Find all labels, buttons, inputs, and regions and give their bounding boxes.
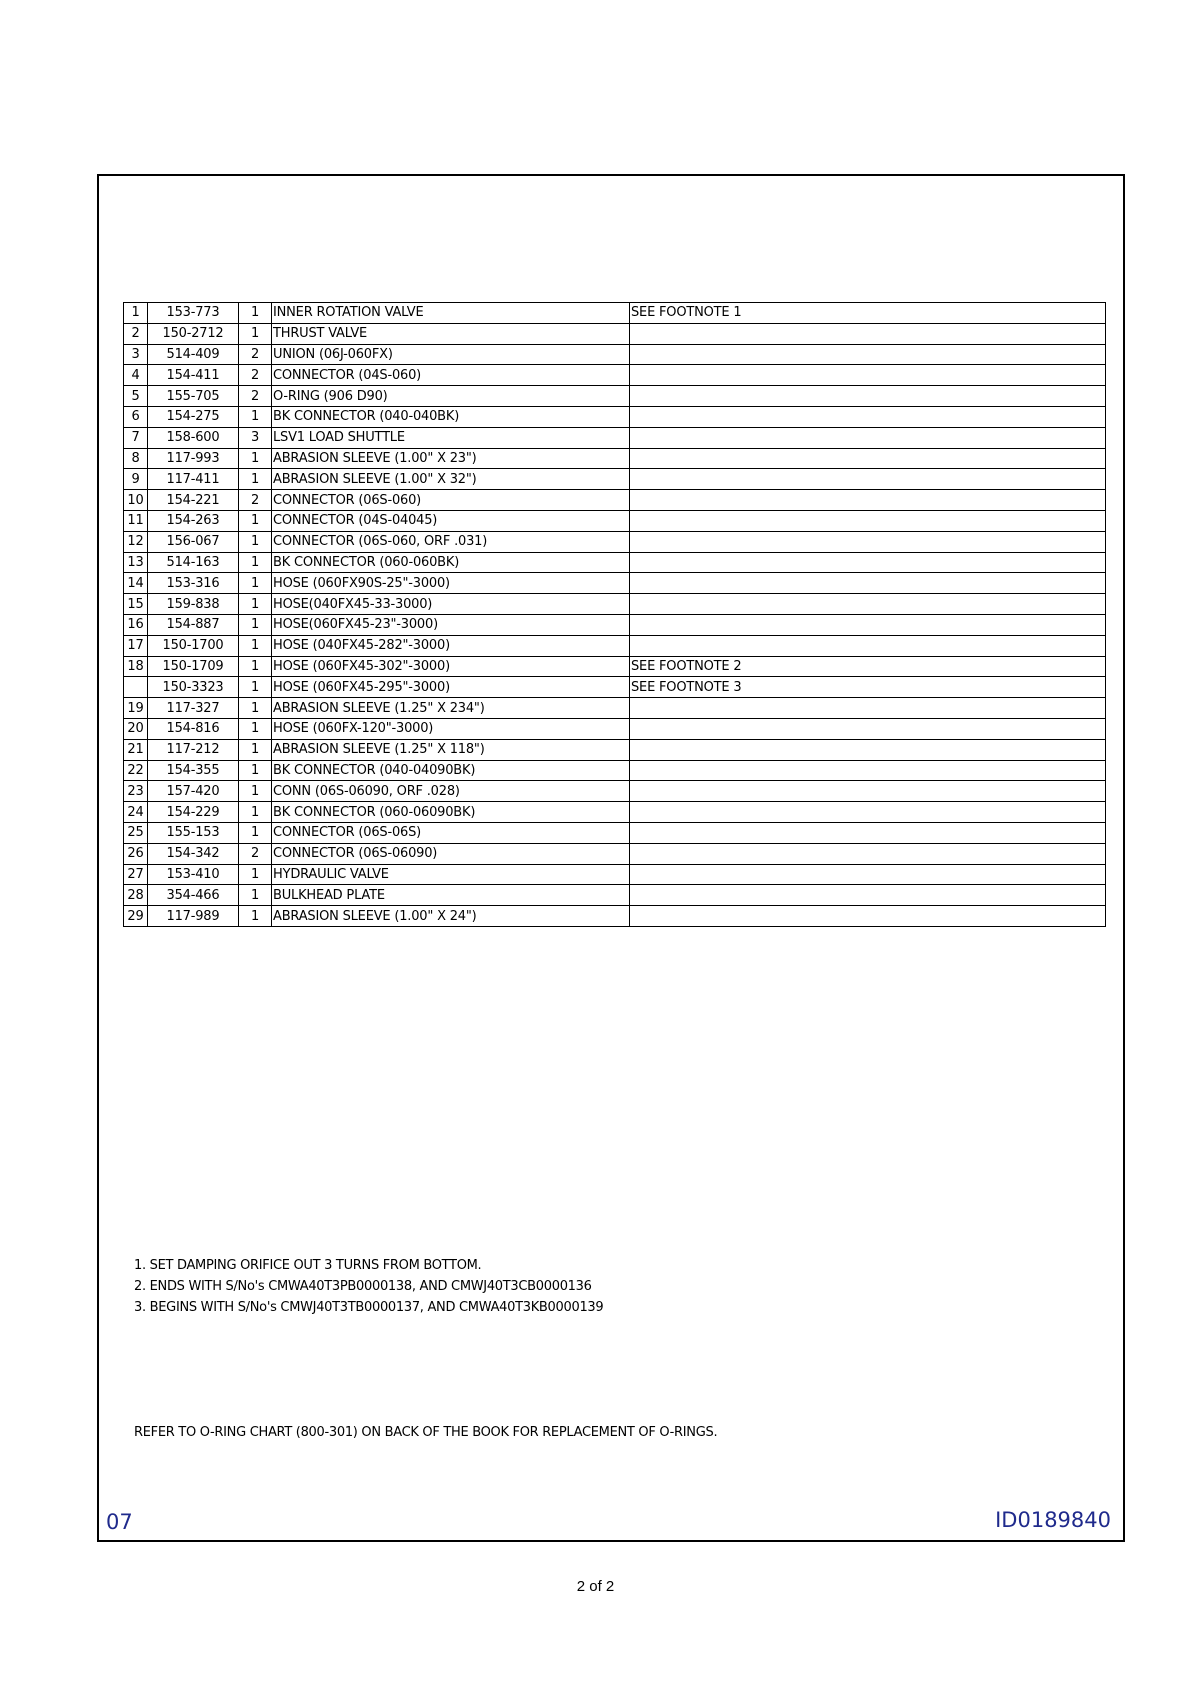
description-cell: ABRASION SLEEVE (1.25" X 118") [272,739,630,760]
note-cell: SEE FOOTNOTE 1 [630,303,1106,324]
description-cell: ABRASION SLEEVE (1.00" X 24") [272,906,630,927]
table-row [124,698,1106,719]
table-row [124,448,1106,469]
quantity-cell: 3 [239,427,272,448]
note-cell: SEE FOOTNOTE 2 [630,656,1106,677]
item-number-cell: 25 [124,822,148,843]
description-cell: HOSE (060FX90S-25"-3000) [272,573,630,594]
quantity-cell: 1 [239,303,272,324]
note-cell: SEE FOOTNOTE 3 [630,677,1106,698]
table-row [124,531,1106,552]
table-row [124,323,1106,344]
note-cell [630,427,1106,448]
description-cell: INNER ROTATION VALVE [272,303,630,324]
description-cell: CONNECTOR (06S-060, ORF .031) [272,531,630,552]
part-number-cell: 150-1700 [148,635,239,656]
note-cell [630,448,1106,469]
table-row [124,635,1106,656]
item-number-cell: 8 [124,448,148,469]
part-number-cell: 153-773 [148,303,239,324]
quantity-cell: 1 [239,885,272,906]
note-cell [630,510,1106,531]
item-number-cell: 5 [124,386,148,407]
item-number-cell: 28 [124,885,148,906]
item-number-cell: 4 [124,365,148,386]
part-number-cell: 154-263 [148,510,239,531]
description-cell: HOSE(060FX45-23"-3000) [272,614,630,635]
part-number-cell: 154-221 [148,490,239,511]
table-row [124,656,1106,677]
quantity-cell: 1 [239,906,272,927]
table-row [124,885,1106,906]
item-number-cell: 19 [124,698,148,719]
table-row [124,802,1106,823]
description-cell: CONN (06S-06090, ORF .028) [272,781,630,802]
note-cell [630,739,1106,760]
note-cell [630,573,1106,594]
part-number-cell: 514-409 [148,344,239,365]
part-number-cell: 155-153 [148,822,239,843]
item-number-cell: 27 [124,864,148,885]
note-cell [630,822,1106,843]
table-row [124,552,1106,573]
item-number-cell: 16 [124,614,148,635]
description-cell: BK CONNECTOR (040-040BK) [272,406,630,427]
part-number-cell: 154-275 [148,406,239,427]
footnote-2: 2. ENDS WITH S/No's CMWA40T3PB0000138, AND CMWJ40T3CB0000136 [134,1279,592,1294]
description-cell: ABRASION SLEEVE (1.00" X 32") [272,469,630,490]
item-number-cell: 3 [124,344,148,365]
item-number-cell: 17 [124,635,148,656]
table-row [124,427,1106,448]
quantity-cell: 1 [239,698,272,719]
item-number-cell: 24 [124,802,148,823]
part-number-cell: 156-067 [148,531,239,552]
part-number-cell: 155-705 [148,386,239,407]
description-cell: BK CONNECTOR (060-06090BK) [272,802,630,823]
note-cell [630,323,1106,344]
note-cell [630,864,1106,885]
part-number-cell: 150-1709 [148,656,239,677]
item-number-cell [124,677,148,698]
quantity-cell: 1 [239,594,272,615]
part-number-cell: 154-342 [148,843,239,864]
quantity-cell: 1 [239,739,272,760]
table-row [124,739,1106,760]
table-row [124,365,1106,386]
item-number-cell: 15 [124,594,148,615]
quantity-cell: 2 [239,490,272,511]
quantity-cell: 1 [239,448,272,469]
footnote-3: 3. BEGINS WITH S/No's CMWJ40T3TB0000137, AND CMWA40T3KB0000139 [134,1300,604,1315]
note-cell [630,344,1106,365]
item-number-cell: 10 [124,490,148,511]
table-row [124,843,1106,864]
quantity-cell: 2 [239,344,272,365]
quantity-cell: 1 [239,760,272,781]
item-number-cell: 2 [124,323,148,344]
description-cell: BK CONNECTOR (040-04090BK) [272,760,630,781]
table-row [124,406,1106,427]
parts-table [123,302,1106,927]
item-number-cell: 18 [124,656,148,677]
description-cell: CONNECTOR (06S-06S) [272,822,630,843]
note-cell [630,802,1106,823]
item-number-cell: 26 [124,843,148,864]
note-cell [630,531,1106,552]
note-cell [630,594,1106,615]
part-number-cell: 153-316 [148,573,239,594]
part-number-cell: 154-411 [148,365,239,386]
note-cell [630,635,1106,656]
table-row [124,677,1106,698]
description-cell: CONNECTOR (04S-060) [272,365,630,386]
table-row [124,781,1106,802]
o-ring-chart-note: REFER TO O-RING CHART (800-301) ON BACK OF THE BOOK FOR REPLACEMENT OF O-RINGS. [134,1425,718,1440]
part-number-cell: 150-3323 [148,677,239,698]
part-number-cell: 154-816 [148,718,239,739]
table-row [124,822,1106,843]
note-cell [630,469,1106,490]
footnotes [134,1255,603,1318]
note-cell [630,781,1106,802]
item-number-cell: 23 [124,781,148,802]
item-number-cell: 1 [124,303,148,324]
table-row [124,864,1106,885]
part-number-cell: 117-993 [148,448,239,469]
item-number-cell: 6 [124,406,148,427]
quantity-cell: 1 [239,822,272,843]
item-number-cell: 29 [124,906,148,927]
item-number-cell: 9 [124,469,148,490]
part-number-cell: 117-411 [148,469,239,490]
part-number-cell: 158-600 [148,427,239,448]
description-cell: CONNECTOR (06S-060) [272,490,630,511]
table-row [124,906,1106,927]
item-number-cell: 12 [124,531,148,552]
document-id: ID0189840 [995,1508,1111,1532]
note-cell [630,760,1106,781]
description-cell: ABRASION SLEEVE (1.00" X 23") [272,448,630,469]
quantity-cell: 1 [239,864,272,885]
table-row [124,469,1106,490]
quantity-cell: 1 [239,510,272,531]
note-cell [630,906,1106,927]
part-number-cell: 514-163 [148,552,239,573]
quantity-cell: 1 [239,781,272,802]
quantity-cell: 1 [239,635,272,656]
revision-code: 07 [106,1510,133,1534]
note-cell [630,386,1106,407]
description-cell: THRUST VALVE [272,323,630,344]
quantity-cell: 1 [239,573,272,594]
table-row [124,344,1106,365]
note-cell [630,406,1106,427]
quantity-cell: 1 [239,552,272,573]
description-cell: LSV1 LOAD SHUTTLE [272,427,630,448]
table-row [124,760,1106,781]
part-number-cell: 117-327 [148,698,239,719]
item-number-cell: 11 [124,510,148,531]
part-number-cell: 154-355 [148,760,239,781]
quantity-cell: 1 [239,718,272,739]
note-cell [630,885,1106,906]
description-cell: CONNECTOR (06S-06090) [272,843,630,864]
note-cell [630,552,1106,573]
description-cell: HOSE (040FX45-282"-3000) [272,635,630,656]
note-cell [630,698,1106,719]
table-row [124,614,1106,635]
quantity-cell: 1 [239,614,272,635]
item-number-cell: 21 [124,739,148,760]
table-row [124,510,1106,531]
description-cell: BK CONNECTOR (060-060BK) [272,552,630,573]
description-cell: HYDRAULIC VALVE [272,864,630,885]
item-number-cell: 14 [124,573,148,594]
part-number-cell: 154-229 [148,802,239,823]
part-number-cell: 117-989 [148,906,239,927]
part-number-cell: 150-2712 [148,323,239,344]
parts-table-body [124,303,1106,927]
table-row [124,718,1106,739]
description-cell: HOSE(040FX45-33-3000) [272,594,630,615]
description-cell: CONNECTOR (04S-04045) [272,510,630,531]
quantity-cell: 2 [239,365,272,386]
part-number-cell: 159-838 [148,594,239,615]
table-row [124,386,1106,407]
note-cell [630,843,1106,864]
item-number-cell: 13 [124,552,148,573]
item-number-cell: 22 [124,760,148,781]
quantity-cell: 1 [239,531,272,552]
description-cell: HOSE (060FX45-295"-3000) [272,677,630,698]
description-cell: ABRASION SLEEVE (1.25" X 234") [272,698,630,719]
description-cell: UNION (06J-060FX) [272,344,630,365]
footnote-1: 1. SET DAMPING ORIFICE OUT 3 TURNS FROM BOTTOM. [134,1258,482,1273]
table-row [124,490,1106,511]
note-cell [630,490,1106,511]
note-cell [630,718,1106,739]
quantity-cell: 1 [239,802,272,823]
part-number-cell: 157-420 [148,781,239,802]
part-number-cell: 154-887 [148,614,239,635]
quantity-cell: 1 [239,677,272,698]
table-row [124,303,1106,324]
part-number-cell: 153-410 [148,864,239,885]
note-cell [630,365,1106,386]
description-cell: O-RING (906 D90) [272,386,630,407]
table-row [124,573,1106,594]
quantity-cell: 1 [239,656,272,677]
quantity-cell: 2 [239,386,272,407]
quantity-cell: 1 [239,323,272,344]
page-number: 2 of 2 [576,1578,615,1595]
description-cell: HOSE (060FX-120"-3000) [272,718,630,739]
part-number-cell: 354-466 [148,885,239,906]
quantity-cell: 1 [239,469,272,490]
table-row [124,594,1106,615]
description-cell: HOSE (060FX45-302"-3000) [272,656,630,677]
item-number-cell: 7 [124,427,148,448]
item-number-cell: 20 [124,718,148,739]
note-cell [630,614,1106,635]
part-number-cell: 117-212 [148,739,239,760]
quantity-cell: 1 [239,406,272,427]
quantity-cell: 2 [239,843,272,864]
description-cell: BULKHEAD PLATE [272,885,630,906]
